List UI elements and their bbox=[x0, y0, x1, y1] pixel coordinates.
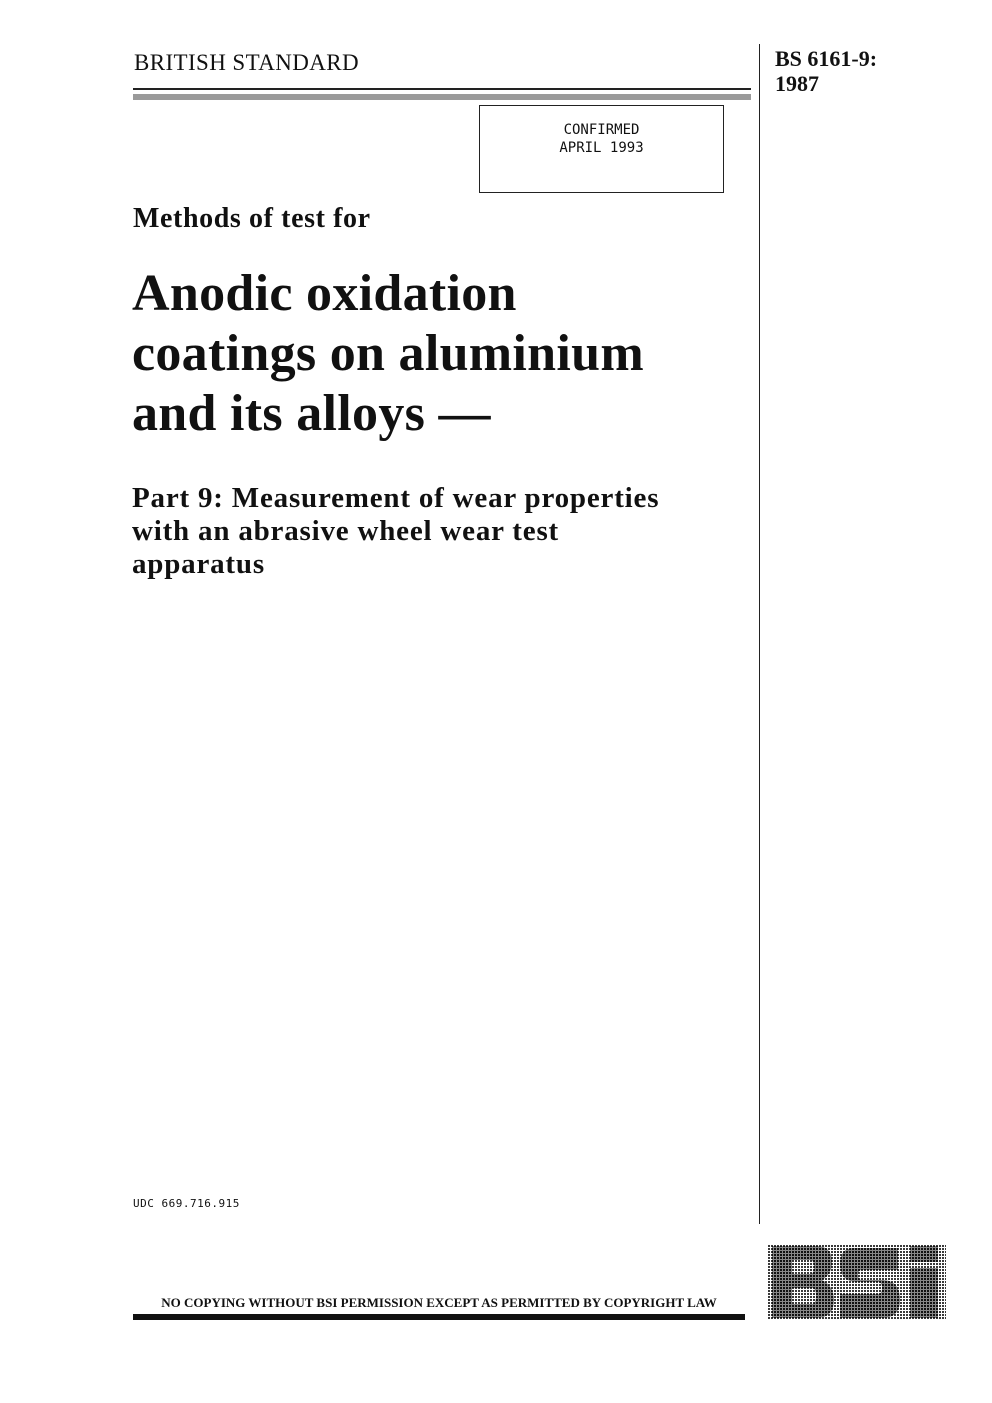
standard-number-line1: BS 6161-9: bbox=[775, 46, 878, 71]
standard-number-line2: 1987 bbox=[775, 71, 819, 96]
copyright-notice: NO COPYING WITHOUT BSI PERMISSION EXCEPT AS PERMITTED BY COPYRIGHT LAW bbox=[161, 1295, 717, 1310]
series-label: BRITISH STANDARD bbox=[134, 50, 359, 75]
standard-number bbox=[775, 46, 975, 96]
main-title-line3: and its alloys — bbox=[132, 385, 491, 442]
part-title-line2: with an abrasive wheel wear test bbox=[132, 515, 559, 547]
part-title-line3: apparatus bbox=[132, 548, 265, 580]
confirmed-stamp-box bbox=[479, 105, 724, 193]
main-title-line1: Anodic oxidation bbox=[132, 265, 517, 322]
title-intro: Methods of test for bbox=[133, 203, 371, 234]
bsi-logo bbox=[768, 1242, 946, 1322]
main-title-line2: coatings on aluminium bbox=[132, 325, 644, 382]
part-title bbox=[132, 482, 762, 581]
udc-code: UDC 669.716.915 bbox=[133, 1197, 240, 1210]
confirmed-line2: APRIL 1993 bbox=[559, 140, 644, 156]
confirmed-line1: CONFIRMED bbox=[563, 122, 640, 138]
main-title bbox=[132, 264, 762, 444]
header-rule-thick bbox=[133, 94, 751, 100]
vertical-divider bbox=[759, 44, 760, 1224]
header-rule-thin bbox=[133, 88, 751, 90]
bottom-rule bbox=[133, 1314, 745, 1320]
part-title-line1: Part 9: Measurement of wear properties bbox=[132, 482, 660, 514]
